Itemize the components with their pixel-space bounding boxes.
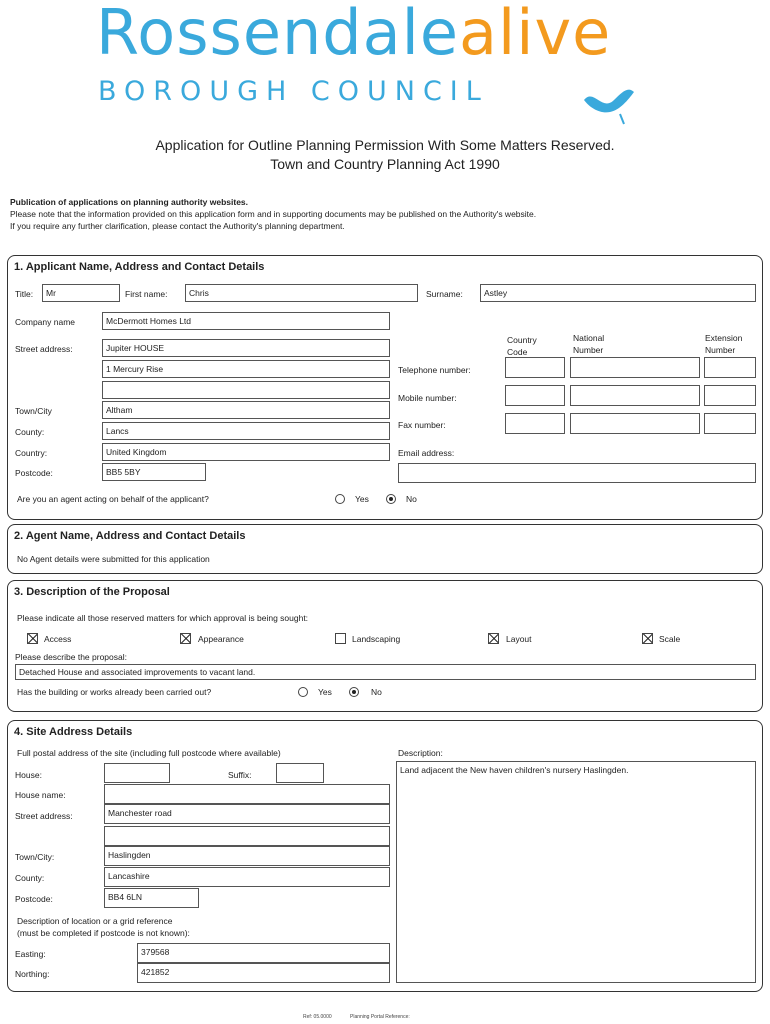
applicant-country-label: Country: — [15, 448, 48, 458]
section-applicant-title: 1. Applicant Name, Address and Contact Details — [14, 261, 265, 273]
title-field[interactable]: Mr — [42, 284, 120, 302]
applicant-county-label: County: — [15, 427, 45, 437]
applicant-street-field-2[interactable]: 1 Mercury Rise — [102, 360, 390, 378]
location-description-label-2: (must be completed if postcode is not known): — [17, 928, 190, 938]
national-number-header: National Number — [573, 333, 605, 355]
mobile-extension-field[interactable] — [704, 385, 756, 406]
full-postal-address-label: Full postal address of the site (including full postcode where available) — [17, 748, 281, 758]
site-county-field[interactable]: Lancashire — [104, 867, 390, 887]
site-house-label: House: — [15, 770, 42, 780]
layout-label: Layout — [506, 634, 532, 644]
logo-subtitle: BOROUGH COUNCIL — [98, 76, 489, 107]
section-agent-title: 2. Agent Name, Address and Contact Details — [14, 530, 246, 542]
fax-label: Fax number: — [398, 420, 446, 430]
section-site-address-title: 4. Site Address Details — [14, 726, 133, 738]
applicant-postcode-field[interactable]: BB5 5BY — [102, 463, 206, 481]
agent-details-text: No Agent details were submitted for this application — [17, 554, 210, 564]
site-description-label: Description: — [398, 748, 443, 758]
agent-question: Are you an agent acting on behalf of the applicant? — [17, 494, 209, 504]
first-name-field[interactable]: Chris — [185, 284, 418, 302]
site-street-field-2[interactable] — [104, 826, 390, 846]
surname-label: Surname: — [426, 289, 463, 299]
site-house-name-label: House name: — [15, 790, 66, 800]
telephone-extension-field[interactable] — [704, 357, 756, 378]
site-postcode-label: Postcode: — [15, 894, 53, 904]
logo-accent-text: alive — [459, 0, 612, 69]
applicant-street-field-1[interactable]: Jupiter HOUSE — [102, 339, 390, 357]
section-proposal — [7, 580, 763, 712]
applicant-country-field[interactable]: United Kingdom — [102, 443, 390, 461]
location-description-label-1: Description of location or a grid reference — [17, 916, 173, 926]
agent-no-radio[interactable] — [386, 494, 396, 504]
country-code-header: Country Code — [507, 335, 537, 357]
publication-text-line1: Please note that the information provided on this application form and in supporting documents may be published on the Authority's website. — [10, 209, 537, 219]
mobile-country-code-field[interactable] — [505, 385, 565, 406]
works-started-yes-radio[interactable] — [298, 687, 308, 697]
telephone-country-code-field[interactable] — [505, 357, 565, 378]
agent-yes-label: Yes — [355, 494, 369, 504]
applicant-county-field[interactable]: Lancs — [102, 422, 390, 440]
mobile-label: Mobile number: — [398, 393, 457, 403]
reserved-matters-instruction: Please indicate all those reserved matters for which approval is being sought: — [17, 613, 309, 623]
site-town-label: Town/City: — [15, 852, 55, 862]
surname-field[interactable]: Astley — [480, 284, 756, 302]
site-county-label: County: — [15, 873, 45, 883]
appearance-label: Appearance — [198, 634, 244, 644]
footer-portal-reference: Planning Portal Reference: — [350, 1014, 410, 1020]
telephone-national-number-field[interactable] — [570, 357, 700, 378]
logo-main-text: Rossendale — [96, 0, 459, 69]
form-title-line2: Town and Country Planning Act 1990 — [270, 156, 500, 172]
first-name-label: First name: — [125, 289, 168, 299]
publication-text-line2: If you require any further clarification, please contact the Authority's planning department. — [10, 221, 345, 231]
works-started-question: Has the building or works already been carried out? — [17, 687, 212, 697]
landscaping-label: Landscaping — [352, 634, 401, 644]
site-house-name-field[interactable] — [104, 784, 390, 804]
works-started-no-radio[interactable] — [349, 687, 359, 697]
proposal-description-field[interactable]: Detached House and associated improvements to vacant land. — [15, 664, 756, 680]
site-postcode-field[interactable]: BB4 6LN — [104, 888, 199, 908]
layout-checkbox[interactable] — [488, 633, 499, 644]
describe-proposal-label: Please describe the proposal: — [15, 652, 127, 662]
telephone-label: Telephone number: — [398, 365, 471, 375]
email-label: Email address: — [398, 448, 455, 458]
northing-field[interactable]: 421852 — [137, 963, 390, 983]
works-started-no-label: No — [371, 687, 382, 697]
fax-extension-field[interactable] — [704, 413, 756, 434]
site-street-label: Street address: — [15, 811, 73, 821]
northing-label: Northing: — [15, 969, 50, 979]
council-logo — [96, 0, 612, 69]
applicant-postcode-label: Postcode: — [15, 468, 53, 478]
site-description-field[interactable]: Land adjacent the New haven children's nursery Haslingden. — [396, 761, 756, 983]
site-town-field[interactable]: Haslingden — [104, 846, 390, 866]
agent-no-label: No — [406, 494, 417, 504]
company-name-label: Company name — [15, 317, 76, 327]
publication-heading: Publication of applications on planning authority websites. — [10, 197, 249, 207]
extension-number-header: Extension Number — [705, 333, 743, 355]
title-label: Title: — [15, 289, 34, 299]
fax-country-code-field[interactable] — [505, 413, 565, 434]
access-checkbox[interactable] — [27, 633, 38, 644]
access-label: Access — [44, 634, 72, 644]
easting-label: Easting: — [15, 949, 46, 959]
section-agent — [7, 524, 763, 574]
section-site-address — [7, 720, 763, 992]
scale-checkbox[interactable] — [642, 633, 653, 644]
logo-swoosh-icon — [580, 78, 640, 128]
section-applicant — [7, 255, 763, 520]
applicant-town-label: Town/City — [15, 406, 52, 416]
applicant-street-field-3[interactable] — [102, 381, 390, 399]
agent-yes-radio[interactable] — [335, 494, 345, 504]
scale-label: Scale — [659, 634, 681, 644]
footer-reference: Ref: 05.0000 — [303, 1014, 332, 1020]
landscaping-checkbox[interactable] — [335, 633, 346, 644]
works-started-yes-label: Yes — [318, 687, 332, 697]
fax-national-number-field[interactable] — [570, 413, 700, 434]
mobile-national-number-field[interactable] — [570, 385, 700, 406]
site-house-field[interactable] — [104, 763, 170, 783]
section-proposal-title: 3. Description of the Proposal — [14, 586, 170, 598]
site-street-field-1[interactable]: Manchester road — [104, 804, 390, 824]
easting-field[interactable]: 379568 — [137, 943, 390, 963]
site-suffix-field[interactable] — [276, 763, 324, 783]
form-title-line1: Application for Outline Planning Permission With Some Matters Reserved. — [155, 137, 615, 153]
email-field[interactable] — [398, 463, 756, 483]
applicant-street-label: Street address: — [15, 344, 73, 354]
appearance-checkbox[interactable] — [180, 633, 191, 644]
site-suffix-label: Suffix: — [228, 770, 252, 780]
applicant-town-field[interactable]: Altham — [102, 401, 390, 419]
company-name-field[interactable]: McDermott Homes Ltd — [102, 312, 390, 330]
